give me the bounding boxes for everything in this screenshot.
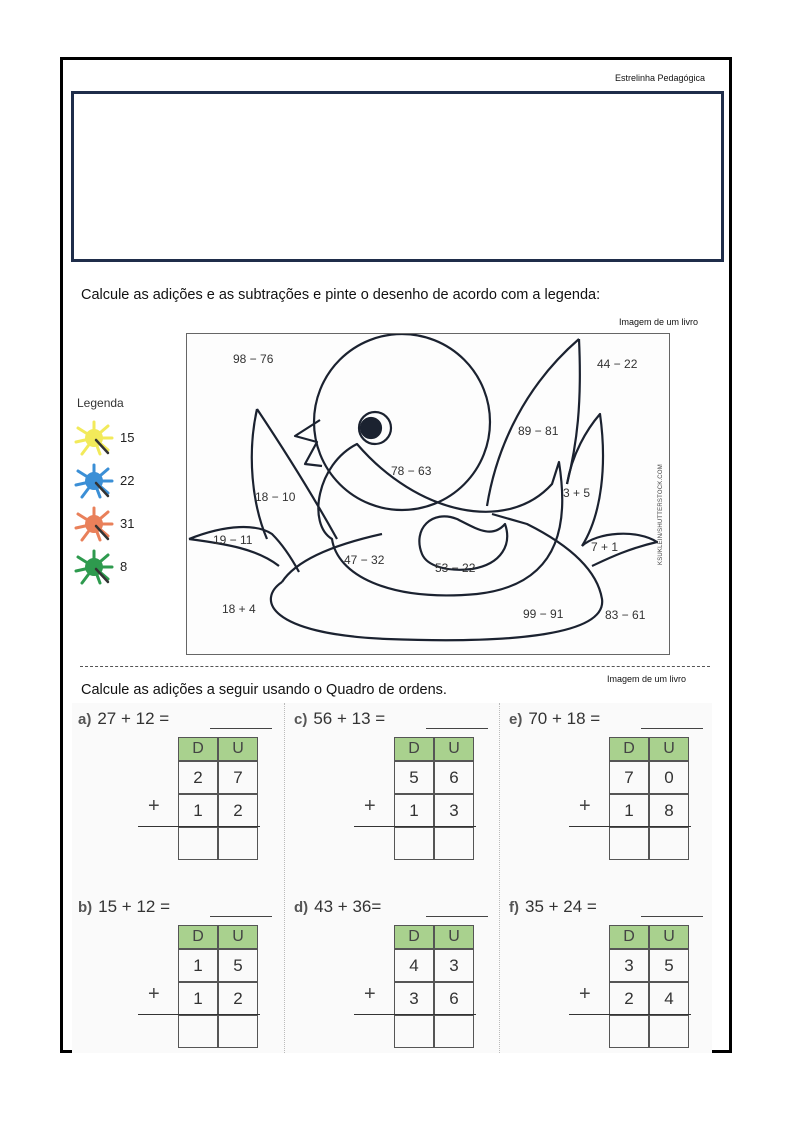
sum-line (569, 826, 691, 827)
exercise-expression: 43 + 36= (314, 897, 382, 916)
exercise-expression: 56 + 13 = (313, 709, 386, 728)
units-cell: 6 (434, 982, 474, 1015)
answer-blank[interactable] (641, 728, 703, 729)
tens-cell: 7 (609, 761, 649, 794)
exercise-label: c) (294, 711, 308, 728)
exercise-title (509, 709, 600, 729)
answer-blank[interactable] (210, 728, 272, 729)
pond-shape (271, 514, 602, 640)
plus-sign: + (364, 983, 376, 1005)
exercise-f (503, 891, 713, 1066)
units-header: U (218, 925, 258, 949)
yellow-paint-splat-icon (74, 420, 114, 456)
expression-label: 99 − 91 (523, 607, 564, 621)
expression-label: 3 + 5 (563, 486, 591, 500)
sum-line (138, 826, 260, 827)
cut-line (80, 666, 710, 667)
tens-cell: 1 (178, 982, 218, 1015)
answer-tens-cell[interactable] (394, 827, 434, 860)
legend-value: 22 (120, 473, 135, 488)
expression-label: 7 + 1 (591, 540, 619, 554)
units-cell: 5 (649, 949, 689, 982)
activity2-image-credit: Imagem de um livro (607, 674, 687, 684)
exercise-title (294, 709, 385, 729)
exercise-label: a) (78, 711, 92, 728)
leaf-left (252, 409, 267, 539)
activity1-image-credit: Imagem de um livro (619, 317, 699, 327)
tens-cell: 2 (178, 761, 218, 794)
tens-header: D (609, 737, 649, 761)
expression-label: 18 − 10 (255, 490, 296, 504)
units-cell: 6 (434, 761, 474, 794)
legend-title: Legenda (77, 396, 124, 410)
units-cell: 2 (218, 794, 258, 827)
answer-tens-cell[interactable] (178, 1015, 218, 1048)
addition-exercises (72, 703, 712, 1053)
sum-line (354, 1014, 476, 1015)
answer-blank[interactable] (641, 916, 703, 917)
exercise-label: e) (509, 711, 523, 728)
expression-label: 98 − 76 (233, 352, 274, 366)
tens-cell: 1 (609, 794, 649, 827)
answer-units-cell[interactable] (649, 827, 689, 860)
units-header: U (218, 737, 258, 761)
leaf-right-tall (487, 339, 579, 506)
answer-blank[interactable] (426, 916, 488, 917)
answer-tens-cell[interactable] (609, 1015, 649, 1048)
tens-header: D (178, 925, 218, 949)
exercise-title (78, 897, 170, 917)
exercise-d (288, 891, 498, 1066)
expression-label: 83 − 61 (605, 608, 646, 622)
exercise-expression: 35 + 24 = (525, 897, 597, 916)
expression-label: 44 − 22 (597, 357, 638, 371)
tens-cell: 3 (394, 982, 434, 1015)
exercise-title (78, 709, 169, 729)
tens-cell: 2 (609, 982, 649, 1015)
answer-units-cell[interactable] (218, 827, 258, 860)
color-legend (74, 396, 174, 574)
activity1-instruction: Calcule as adições e as subtrações e pinte o desenho de acordo com a legenda: (81, 287, 601, 303)
activity2-instruction: Calcule as adições a seguir usando o Quadro de ordens. (81, 682, 447, 698)
answer-units-cell[interactable] (434, 827, 474, 860)
expression-label: 78 − 63 (391, 464, 432, 478)
coloring-picture (186, 333, 670, 655)
expression-label: 53 − 22 (435, 561, 476, 575)
answer-units-cell[interactable] (434, 1015, 474, 1048)
image-watermark: KSUKLEIN/SHUTTERSTOCK.COM (658, 464, 664, 565)
answer-units-cell[interactable] (649, 1015, 689, 1048)
blue-paint-splat-icon (74, 463, 114, 499)
units-cell: 8 (649, 794, 689, 827)
answer-tens-cell[interactable] (394, 1015, 434, 1048)
units-cell: 4 (649, 982, 689, 1015)
sum-line (569, 1014, 691, 1015)
orange-paint-splat-icon (74, 506, 114, 542)
answer-tens-cell[interactable] (609, 827, 649, 860)
answer-blank[interactable] (210, 916, 272, 917)
legend-item (74, 506, 164, 546)
plus-sign: + (579, 983, 591, 1005)
exercise-expression: 27 + 12 = (97, 709, 170, 728)
tens-cell: 4 (394, 949, 434, 982)
expression-label: 89 − 81 (518, 424, 559, 438)
units-cell: 5 (218, 949, 258, 982)
exercise-expression: 15 + 12 = (98, 897, 171, 916)
units-header: U (434, 925, 474, 949)
tens-cell: 1 (178, 794, 218, 827)
expression-label: 19 − 11 (213, 533, 253, 547)
units-cell: 3 (434, 949, 474, 982)
exercise-b (72, 891, 282, 1066)
exercise-title (509, 897, 597, 917)
units-header: U (649, 737, 689, 761)
exercise-c (288, 703, 498, 878)
tens-cell: 3 (609, 949, 649, 982)
tens-header: D (394, 925, 434, 949)
exercise-label: b) (78, 899, 93, 916)
answer-units-cell[interactable] (218, 1015, 258, 1048)
exercise-label: f) (509, 899, 519, 916)
legend-value: 8 (120, 559, 128, 574)
answer-blank[interactable] (426, 728, 488, 729)
tens-header: D (178, 737, 218, 761)
green-paint-splat-icon (74, 549, 114, 585)
units-cell: 2 (218, 982, 258, 1015)
tens-header: D (609, 925, 649, 949)
header-box (71, 91, 724, 262)
exercise-a (72, 703, 282, 878)
legend-item (74, 420, 164, 460)
leaf-right-small (567, 414, 603, 546)
legend-value: 31 (120, 516, 135, 531)
plus-sign: + (148, 795, 160, 817)
units-header: U (434, 737, 474, 761)
units-cell: 7 (218, 761, 258, 794)
plus-sign: + (148, 983, 160, 1005)
units-cell: 0 (649, 761, 689, 794)
tens-cell: 1 (394, 794, 434, 827)
column-divider (499, 703, 500, 1053)
legend-item (74, 463, 164, 503)
tens-cell: 5 (394, 761, 434, 794)
expression-label: 18 + 4 (222, 602, 256, 616)
tens-header: D (394, 737, 434, 761)
sum-line (138, 1014, 260, 1015)
plus-sign: + (364, 795, 376, 817)
tens-cell: 1 (178, 949, 218, 982)
answer-tens-cell[interactable] (178, 827, 218, 860)
exercise-title (294, 897, 381, 917)
duck-beak (295, 420, 322, 466)
column-divider (284, 703, 285, 1053)
legend-item (74, 549, 164, 589)
units-cell: 3 (434, 794, 474, 827)
units-header: U (649, 925, 689, 949)
exercise-expression: 70 + 18 = (528, 709, 601, 728)
legend-value: 15 (120, 430, 135, 445)
expression-label: 47 − 32 (344, 553, 385, 567)
exercise-label: d) (294, 899, 309, 916)
sum-line (354, 826, 476, 827)
site-credit: Estrelinha Pedagógica (615, 73, 706, 83)
plus-sign: + (579, 795, 591, 817)
exercise-e (503, 703, 713, 878)
